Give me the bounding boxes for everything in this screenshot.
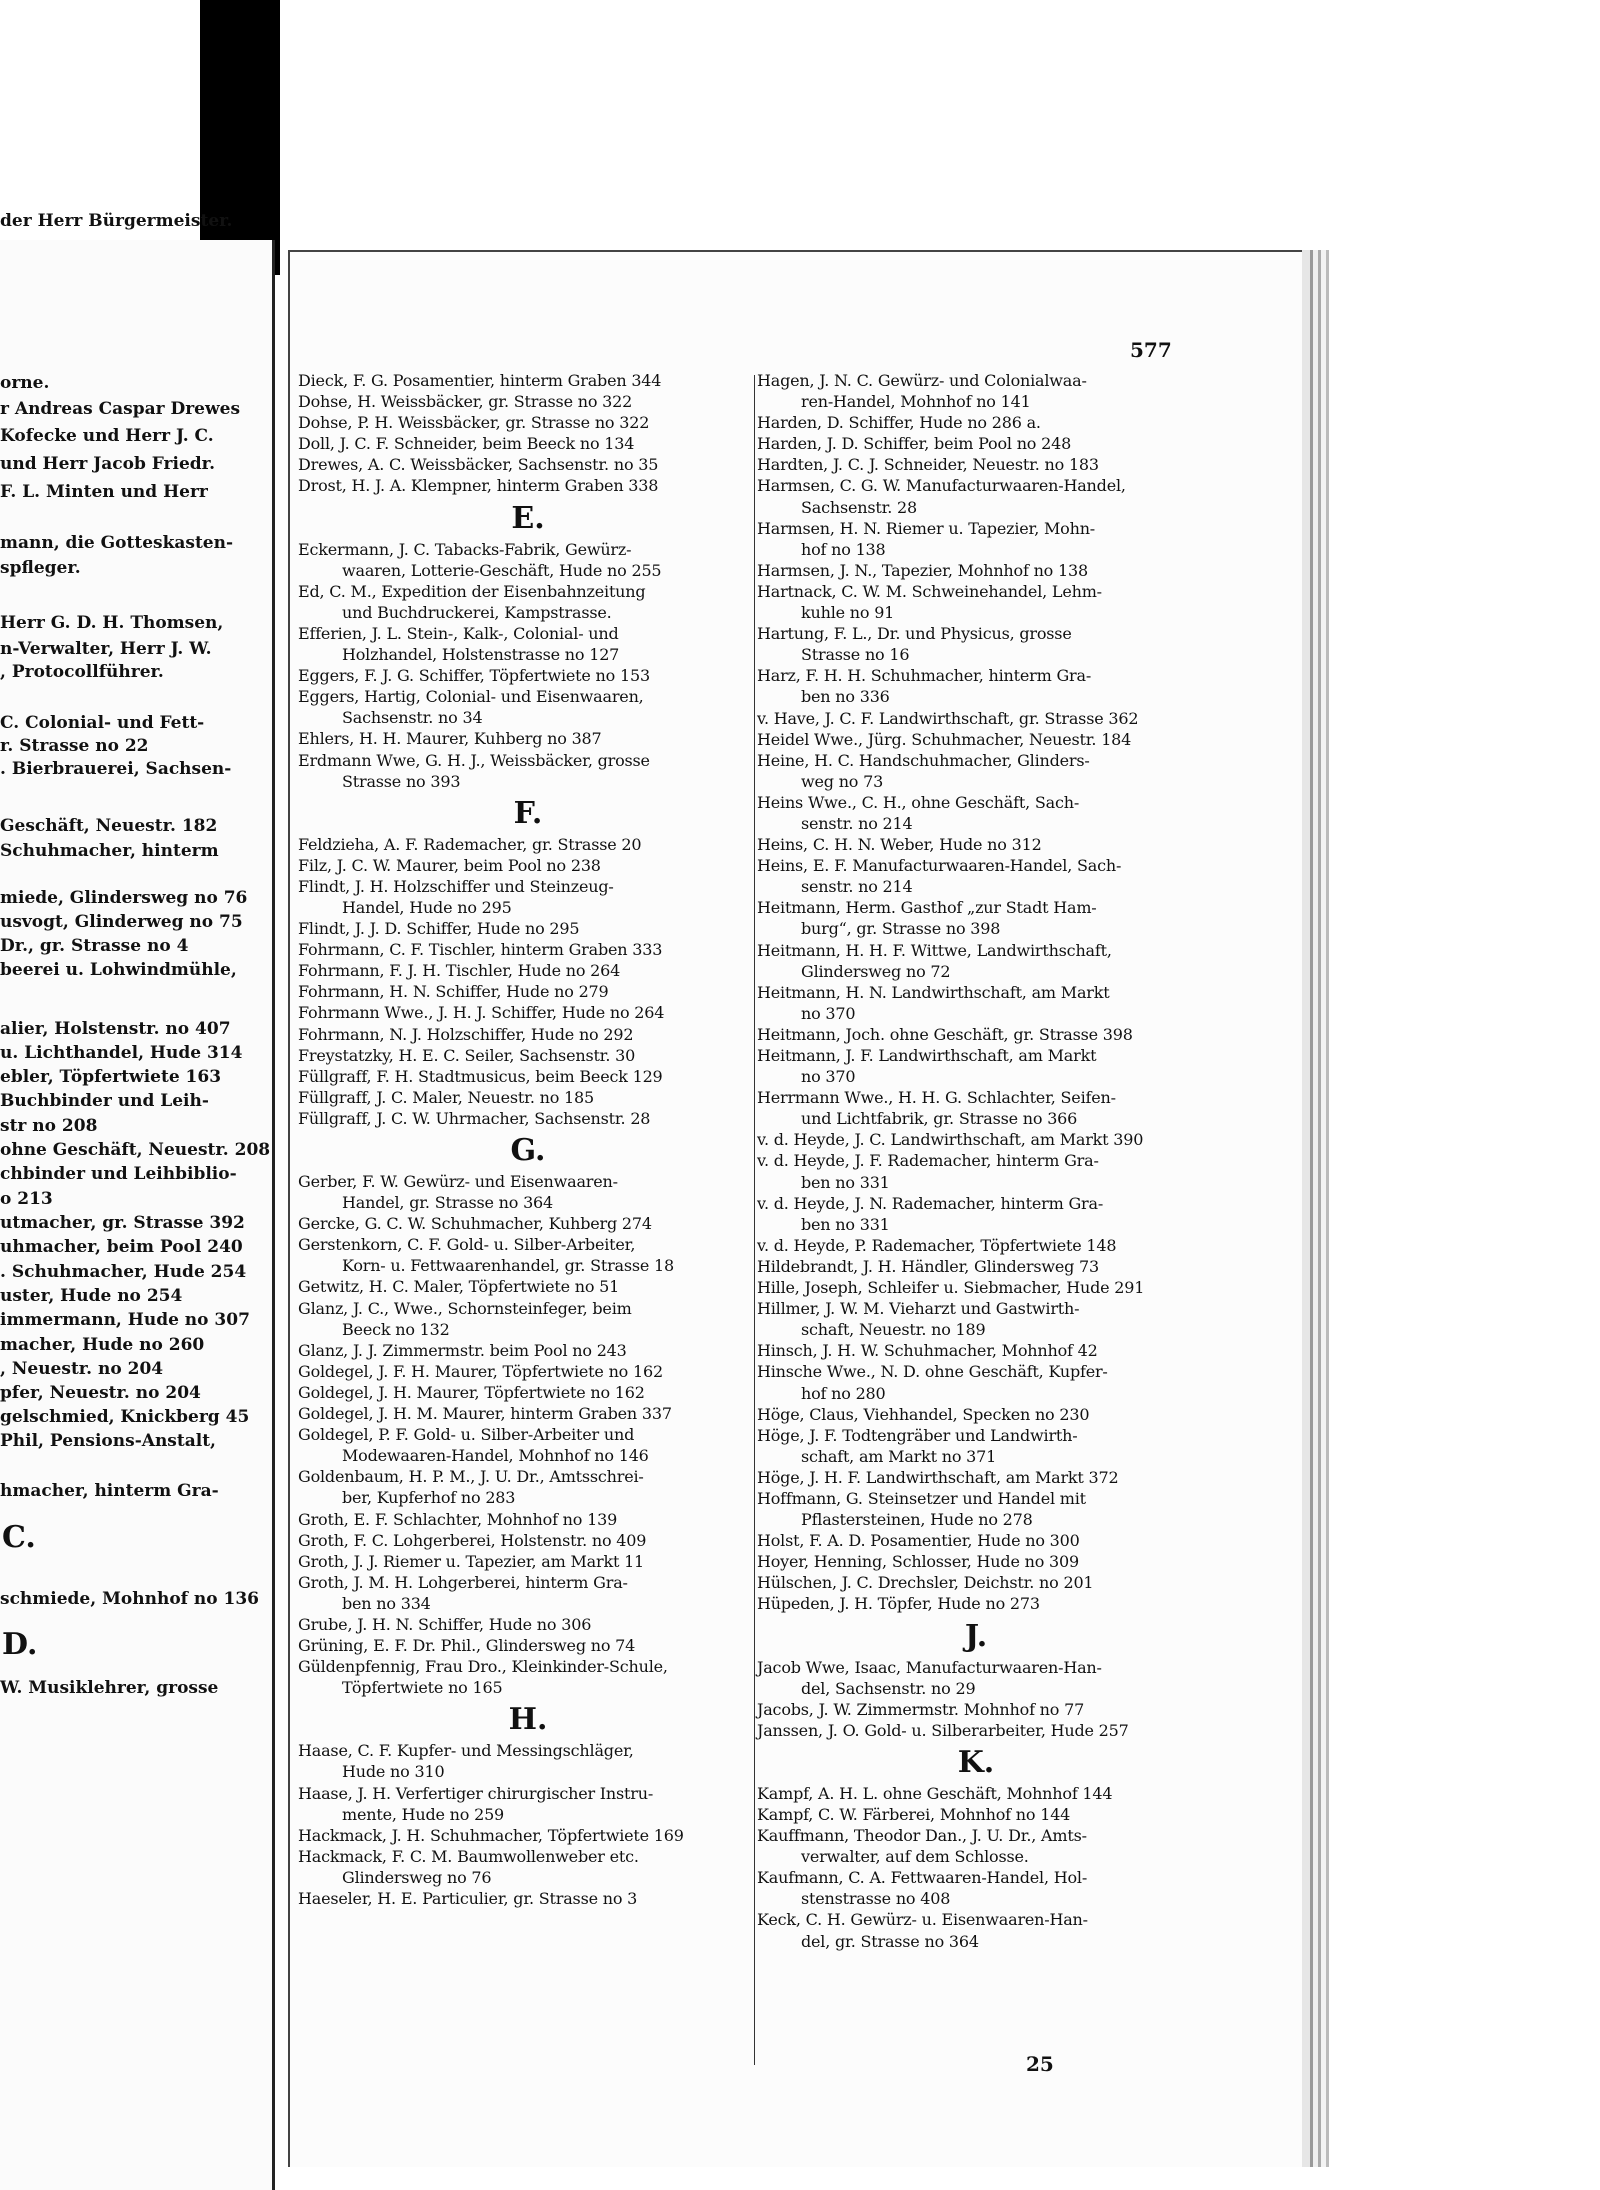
directory-entry: Eggers, F. J. G. Schiffer, Töpfertwiete no 153	[298, 666, 650, 686]
page-number: 577	[1130, 338, 1172, 362]
directory-entry: Getwitz, H. C. Maler, Töpfertwiete no 51	[298, 1277, 620, 1297]
directory-entry: Heitmann, H. N. Landwirthschaft, am Markt	[757, 982, 1110, 1002]
left-page-line: Dr., gr. Strasse no 4	[0, 936, 189, 956]
directory-entry: Hardten, J. C. J. Schneider, Neuestr. no 183	[757, 455, 1099, 475]
directory-entry: Heidel Wwe., Jürg. Schuhmacher, Neuestr. 184	[757, 729, 1132, 749]
directory-entry: Feldzieha, A. F. Rademacher, gr. Strasse 20	[298, 834, 642, 854]
left-page-line: der Herr Bürgermeister.	[0, 211, 233, 231]
directory-entry: Haase, C. F. Kupfer- und Messingschläger,	[298, 1741, 634, 1761]
directory-entry-continuation: Handel, Hude no 295	[342, 897, 512, 917]
section-letter: J.	[964, 1618, 988, 1654]
directory-entry: Groth, J. J. Riemer u. Tapezier, am Markt 11	[298, 1551, 645, 1571]
directory-entry-continuation: Modewaaren-Handel, Mohnhof no 146	[342, 1446, 649, 1466]
directory-entry: Eggers, Hartig, Colonial- und Eisenwaaren,	[298, 687, 644, 707]
directory-entry: Höge, J. H. F. Landwirthschaft, am Markt 372	[757, 1467, 1119, 1487]
left-page-line: utmacher, gr. Strasse 392	[0, 1213, 245, 1233]
directory-entry-continuation: del, Sachsenstr. no 29	[801, 1678, 976, 1698]
section-letter: H.	[508, 1702, 548, 1738]
directory-entry: v. d. Heyde, J. N. Rademacher, hinterm Gra-	[757, 1193, 1104, 1213]
directory-entry: Ehlers, H. H. Maurer, Kuhberg no 387	[298, 729, 602, 749]
section-letter: G.	[510, 1133, 546, 1168]
left-page-line: immermann, Hude no 307	[0, 1310, 250, 1330]
directory-entry-continuation: weg no 73	[801, 771, 884, 791]
left-page-line: str no 208	[0, 1116, 98, 1136]
directory-entry-continuation: ben no 331	[801, 1214, 890, 1234]
left-page-line: uhmacher, beim Pool 240	[0, 1237, 243, 1257]
directory-entry: Gerstenkorn, C. F. Gold- u. Silber-Arbeiter,	[298, 1235, 636, 1255]
left-page-line: Buchbinder und Leih-	[0, 1091, 209, 1111]
directory-entry-continuation: Strasse no 393	[342, 771, 461, 791]
directory-entry: Groth, F. C. Lohgerberei, Holstenstr. no 409	[298, 1530, 647, 1550]
directory-entry: Jacobs, J. W. Zimmermstr. Mohnhof no 77	[757, 1699, 1085, 1719]
left-page-line: n-Verwalter, Herr J. W.	[0, 639, 212, 659]
directory-entry-continuation: ben no 331	[801, 1172, 890, 1192]
directory-entry: v. d. Heyde, P. Rademacher, Töpfertwiete 148	[757, 1235, 1117, 1255]
left-page-line: usvogt, Glinderweg no 75	[0, 912, 243, 932]
directory-entry: Kaufmann, C. A. Fettwaaren-Handel, Hol-	[757, 1868, 1088, 1888]
directory-entry: Kampf, A. H. L. ohne Geschäft, Mohnhof 144	[757, 1783, 1113, 1803]
directory-entry: Hoffmann, G. Steinsetzer und Handel mit	[757, 1488, 1086, 1508]
directory-entry: v. d. Heyde, J. F. Rademacher, hinterm Gra-	[757, 1151, 1099, 1171]
directory-entry: Fohrmann, N. J. Holzschiffer, Hude no 292	[298, 1024, 634, 1044]
directory-entry: Hillmer, J. W. M. Vieharzt und Gastwirth-	[757, 1299, 1080, 1319]
directory-entry-continuation: Sachsenstr. no 34	[342, 708, 483, 728]
left-page-line: r. Strasse no 22	[0, 736, 149, 756]
directory-entry-continuation: Strasse no 16	[801, 645, 910, 665]
directory-entry: Ed, C. M., Expedition der Eisenbahnzeitung	[298, 581, 646, 601]
directory-entry: Erdmann Wwe, G. H. J., Weissbäcker, grosse	[298, 750, 650, 770]
left-page-line: Schuhmacher, hinterm	[0, 841, 219, 861]
directory-entry-continuation: ber, Kupferhof no 283	[342, 1488, 516, 1508]
directory-entry-continuation: hof no 138	[801, 539, 886, 559]
directory-entry: v. Have, J. C. F. Landwirthschaft, gr. Strasse 362	[757, 708, 1139, 728]
directory-entry: Heins Wwe., C. H., ohne Geschäft, Sach-	[757, 792, 1080, 812]
directory-entry-continuation: hof no 280	[801, 1383, 886, 1403]
left-page-line: chbinder und Leihbiblio-	[0, 1164, 237, 1184]
directory-entry: Drost, H. J. A. Klempner, hinterm Graben 338	[298, 476, 659, 496]
directory-entry: Harmsen, J. N., Tapezier, Mohnhof no 138	[757, 560, 1088, 580]
directory-entry: Heins, E. F. Manufacturwaaren-Handel, Sach-	[757, 856, 1122, 876]
directory-entry: Fohrmann, F. J. H. Tischler, Hude no 264	[298, 961, 621, 981]
directory-entry: Hackmack, J. H. Schuhmacher, Töpfertwiete 169	[298, 1825, 684, 1845]
directory-entry: Hoyer, Henning, Schlosser, Hude no 309	[757, 1552, 1079, 1572]
directory-entry: Hinsche Wwe., N. D. ohne Geschäft, Kupfer-	[757, 1362, 1108, 1382]
directory-entry-continuation: Hude no 310	[342, 1762, 445, 1782]
directory-entry: Harden, D. Schiffer, Hude no 286 a.	[757, 413, 1041, 433]
directory-entry-continuation: no 370	[801, 1067, 856, 1087]
directory-entry-continuation: ren-Handel, Mohnhof no 141	[801, 392, 1031, 412]
directory-entry: Haase, J. H. Verfertiger chirurgischer Instru-	[298, 1783, 654, 1803]
directory-entry: Flindt, J. H. Holzschiffer und Steinzeug-	[298, 876, 614, 896]
directory-entry: Füllgraff, J. C. W. Uhrmacher, Sachsenstr. 28	[298, 1108, 651, 1128]
left-page-line: spfleger.	[0, 558, 81, 578]
directory-entry-continuation: Handel, gr. Strasse no 364	[342, 1193, 554, 1213]
directory-entry: Hartnack, C. W. M. Schweinehandel, Lehm-	[757, 581, 1102, 601]
section-letter: F.	[513, 795, 543, 831]
directory-entry-continuation: verwalter, auf dem Schlosse.	[801, 1847, 1029, 1867]
directory-entry: Hille, Joseph, Schleifer u. Siebmacher, Hude 291	[757, 1278, 1145, 1298]
left-page-line: r Andreas Caspar Drewes	[0, 399, 241, 419]
directory-column-left	[298, 370, 758, 1909]
directory-entry-continuation: Töpfertwiete no 165	[342, 1678, 503, 1698]
directory-entry: Grüning, E. F. Dr. Phil., Glindersweg no 74	[298, 1636, 636, 1656]
directory-entry: Füllgraff, F. H. Stadtmusicus, beim Beeck 129	[298, 1066, 663, 1086]
directory-column-right	[757, 370, 1195, 1952]
left-page-line: F. L. Minten und Herr	[0, 482, 208, 502]
left-page-line: gelschmied, Knickberg 45	[0, 1407, 250, 1427]
left-page-line: . Bierbrauerei, Sachsen-	[0, 759, 232, 779]
directory-entry: Heitmann, J. F. Landwirthschaft, am Markt	[757, 1046, 1097, 1065]
directory-entry-continuation: und Buchdruckerei, Kampstrasse.	[342, 602, 612, 622]
directory-entry: Grube, J. H. N. Schiffer, Hude no 306	[298, 1614, 592, 1634]
directory-entry: Hildebrandt, J. H. Händler, Glindersweg 73	[757, 1256, 1099, 1276]
directory-entry-continuation: ben no 334	[342, 1593, 431, 1613]
book-gutter-shadow	[200, 0, 280, 275]
directory-entry: Flindt, J. J. D. Schiffer, Hude no 295	[298, 919, 580, 939]
directory-entry-continuation: mente, Hude no 259	[342, 1804, 505, 1824]
directory-entry-continuation: senstr. no 214	[801, 877, 913, 897]
left-page-line: , Protocollführer.	[0, 662, 164, 682]
left-page-section-letter: D.	[2, 1627, 38, 1662]
directory-entry: v. d. Heyde, J. C. Landwirthschaft, am Markt 390	[757, 1130, 1144, 1150]
directory-entry: Glanz, J. J. Zimmermstr. beim Pool no 243	[298, 1340, 627, 1360]
directory-entry: Dohse, H. Weissbäcker, gr. Strasse no 322	[298, 392, 633, 412]
directory-entry-continuation: stenstrasse no 408	[801, 1889, 951, 1909]
left-page-line: macher, Hude no 260	[0, 1335, 205, 1355]
directory-entry: Goldegel, J. H. Maurer, Töpfertwiete no 162	[298, 1382, 645, 1402]
left-page-line: u. Lichthandel, Hude 314	[0, 1043, 243, 1063]
left-page-line: C. Colonial- und Fett-	[0, 713, 205, 733]
directory-entry: Harmsen, H. N. Riemer u. Tapezier, Mohn-	[757, 518, 1096, 538]
left-page-line: Herr G. D. H. Thomsen,	[0, 613, 224, 633]
left-page-line: o 213	[0, 1189, 53, 1209]
directory-entry: Glanz, J. C., Wwe., Schornsteinfeger, beim	[298, 1298, 632, 1318]
directory-entry-continuation: waaren, Lotterie-Geschäft, Hude no 255	[342, 560, 662, 580]
directory-entry: Höge, Claus, Viehhandel, Specken no 230	[757, 1404, 1090, 1424]
directory-entry-continuation: schaft, am Markt no 371	[801, 1446, 997, 1466]
directory-entry-continuation: kuhle no 91	[801, 603, 895, 623]
directory-entry: Dohse, P. H. Weissbäcker, gr. Strasse no 322	[298, 413, 650, 433]
left-page-line: beerei u. Lohwindmühle,	[0, 960, 237, 980]
directory-entry: Gerber, F. W. Gewürz- und Eisenwaaren-	[298, 1172, 618, 1191]
directory-entry: Fohrmann, H. N. Schiffer, Hude no 279	[298, 982, 609, 1002]
directory-entry-continuation: Beeck no 132	[342, 1319, 450, 1339]
directory-entry: Groth, J. M. H. Lohgerberei, hinterm Gra-	[298, 1572, 628, 1592]
directory-entry-continuation: no 370	[801, 1003, 856, 1023]
left-page-line: alier, Holstenstr. no 407	[0, 1019, 231, 1039]
column-divider	[754, 375, 755, 2065]
directory-entry-continuation: Korn- u. Fettwaarenhandel, gr. Strasse 18	[342, 1256, 674, 1276]
directory-entry: Goldegel, J. H. M. Maurer, hinterm Graben 337	[298, 1404, 672, 1424]
directory-entry-continuation: Pflastersteinen, Hude no 278	[801, 1510, 1033, 1530]
directory-entry: Hackmack, F. C. M. Baumwollenweber etc.	[298, 1846, 639, 1866]
directory-entry: Hinsch, J. H. W. Schuhmacher, Mohnhof 42	[757, 1341, 1098, 1361]
directory-entry: Höge, J. F. Todtengräber und Landwirth-	[757, 1425, 1078, 1445]
directory-entry: Kampf, C. W. Färberei, Mohnhof no 144	[757, 1805, 1071, 1824]
left-page-line: W. Musiklehrer, grosse	[0, 1678, 219, 1698]
section-letter: K.	[957, 1744, 995, 1780]
directory-entry: Hülschen, J. C. Drechsler, Deichstr. no 201	[757, 1573, 1094, 1593]
left-page-line: schmiede, Mohnhof no 136	[0, 1589, 259, 1609]
directory-entry-continuation: Glindersweg no 72	[801, 961, 951, 981]
directory-entry: Heitmann, Joch. ohne Geschäft, gr. Strasse 398	[757, 1024, 1133, 1044]
left-page-line: . Schuhmacher, Hude 254	[0, 1262, 247, 1282]
directory-entry-continuation: ben no 336	[801, 687, 890, 707]
directory-entry: Goldenbaum, H. P. M., J. U. Dr., Amtsschrei-	[298, 1467, 644, 1487]
signature-mark: 25	[1026, 2052, 1054, 2076]
directory-entry-continuation: burg“, gr. Strasse no 398	[801, 919, 1001, 939]
directory-entry: Kauffmann, Theodor Dan., J. U. Dr., Amts-	[757, 1826, 1087, 1846]
directory-entry: Heins, C. H. N. Weber, Hude no 312	[757, 835, 1042, 855]
directory-entry: Drewes, A. C. Weissbäcker, Sachsenstr. no 35	[298, 455, 659, 475]
directory-entry: Harmsen, C. G. W. Manufacturwaaren-Handel,	[757, 476, 1126, 496]
left-page-line: uster, Hude no 254	[0, 1286, 183, 1306]
directory-entry-continuation: del, gr. Strasse no 364	[801, 1931, 979, 1951]
directory-entry-continuation: Holzhandel, Holstenstrasse no 127	[342, 645, 620, 665]
directory-entry-continuation: senstr. no 214	[801, 813, 913, 833]
directory-entry: Herrmann Wwe., H. H. G. Schlachter, Seifen-	[757, 1088, 1116, 1108]
left-page-line: miede, Glindersweg no 76	[0, 888, 248, 908]
directory-entry-continuation: und Lichtfabrik, gr. Strasse no 366	[801, 1109, 1078, 1129]
directory-entry: Holst, F. A. D. Posamentier, Hude no 300	[757, 1531, 1080, 1551]
directory-entry: Gercke, G. C. W. Schuhmacher, Kuhberg 274	[298, 1214, 652, 1234]
directory-entry: Fohrmann Wwe., J. H. J. Schiffer, Hude no 264	[298, 1003, 665, 1023]
directory-entry: Harden, J. D. Schiffer, beim Pool no 248	[757, 434, 1072, 454]
left-page-line: ohne Geschäft, Neuestr. 208	[0, 1140, 271, 1160]
section-letter: E.	[511, 500, 545, 536]
directory-entry: Heine, H. C. Handschuhmacher, Glinders-	[757, 750, 1090, 770]
left-page-line: mann, die Gotteskasten-	[0, 533, 234, 553]
left-page-line: hmacher, hinterm Gra-	[0, 1481, 219, 1501]
directory-entry: Eckermann, J. C. Tabacks-Fabrik, Gewürz-	[298, 539, 632, 559]
directory-entry-continuation: Glindersweg no 76	[342, 1867, 492, 1887]
left-page-line: Geschäft, Neuestr. 182	[0, 816, 218, 836]
left-page-line: und Herr Jacob Friedr.	[0, 454, 215, 474]
left-page-section-letter: C.	[2, 1520, 36, 1555]
directory-entry: Hüpeden, J. H. Töpfer, Hude no 273	[757, 1594, 1040, 1614]
directory-entry: Freystatzky, H. E. C. Seiler, Sachsenstr. 30	[298, 1045, 636, 1065]
directory-entry: Doll, J. C. F. Schneider, beim Beeck no 134	[298, 434, 635, 454]
directory-entry: Janssen, J. O. Gold- u. Silberarbeiter, Hude 257	[757, 1720, 1129, 1740]
directory-entry: Hartung, F. L., Dr. und Physicus, grosse	[757, 624, 1072, 644]
directory-entry: Filz, J. C. W. Maurer, beim Pool no 238	[298, 855, 601, 875]
left-page-line: , Neuestr. no 204	[0, 1359, 164, 1379]
directory-entry: Güldenpfennig, Frau Dro., Kleinkinder-Schule,	[298, 1657, 668, 1677]
left-page-line: Phil, Pensions-Anstalt,	[0, 1431, 216, 1451]
directory-entry: Jacob Wwe, Isaac, Manufacturwaaren-Han-	[757, 1657, 1102, 1677]
directory-entry: Goldegel, P. F. Gold- u. Silber-Arbeiter und	[298, 1425, 635, 1445]
directory-entry: Heitmann, H. H. F. Wittwe, Landwirthschaft,	[757, 940, 1112, 960]
directory-entry: Harz, F. H. H. Schuhmacher, hinterm Gra-	[757, 666, 1092, 686]
directory-entry: Groth, E. F. Schlachter, Mohnhof no 139	[298, 1509, 618, 1529]
left-page-line: orne.	[0, 373, 50, 393]
directory-entry: Goldegel, J. F. H. Maurer, Töpfertwiete no 162	[298, 1361, 663, 1381]
directory-entry: Hagen, J. N. C. Gewürz- und Colonialwaa-	[757, 371, 1087, 390]
directory-entry: Füllgraff, J. C. Maler, Neuestr. no 185	[298, 1087, 594, 1107]
directory-entry-continuation: schaft, Neuestr. no 189	[801, 1320, 986, 1340]
directory-entry: Efferien, J. L. Stein-, Kalk-, Colonial- und	[298, 623, 619, 643]
directory-entry: Fohrmann, C. F. Tischler, hinterm Graben 333	[298, 940, 663, 960]
left-page-line: Kofecke und Herr J. C.	[0, 426, 214, 446]
left-page-fragment	[0, 211, 275, 2190]
left-page-line: pfer, Neuestr. no 204	[0, 1383, 201, 1403]
directory-entry: Heitmann, Herm. Gasthof „zur Stadt Ham-	[757, 898, 1097, 918]
directory-entry: Haeseler, H. E. Particulier, gr. Strasse no 3	[298, 1889, 638, 1908]
directory-entry: Keck, C. H. Gewürz- u. Eisenwaaren-Han-	[757, 1910, 1088, 1930]
left-page-line: ebler, Töpfertwiete 163	[0, 1067, 222, 1087]
directory-entry: Dieck, F. G. Posamentier, hinterm Graben 344	[298, 371, 662, 390]
directory-entry-continuation: Sachsenstr. 28	[801, 497, 918, 517]
